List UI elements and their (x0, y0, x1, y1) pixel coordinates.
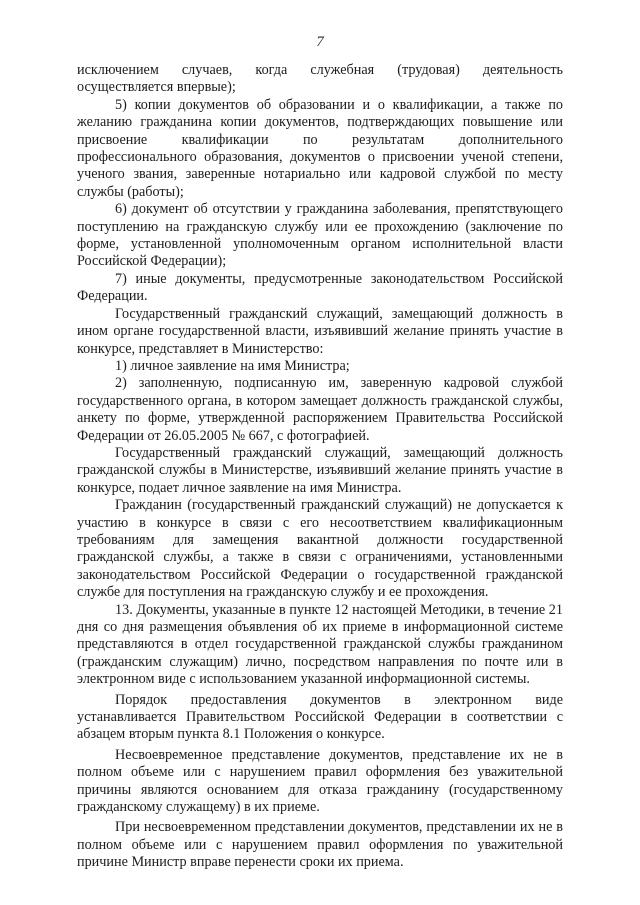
paragraph: 13. Документы, указанные в пункте 12 настоящей Методики, в течение 21 дня со дня размещения объявления об их приеме в информационной системе представляются в отдел государственной гражданской службы гражданином (гражданским служащим) лично, посредством направления по почте или в электронном виде с использованием указанной информационной системы. (77, 601, 563, 688)
paragraph: 1) личное заявление на имя Министра; (115, 357, 350, 374)
paragraph: Несвоевременное представление документов, представление их не в полном объеме или с нарушением правил оформления без уважительной причины являются основанием для отказа гражданину (государственному гражданскому служащему) в их приеме. (77, 746, 563, 816)
paragraph: 2) заполненную, подписанную им, заверенную кадровой службой государственного органа, в котором замещает должность гражданской службы, анкету по форме, утвержденной распоряжением Правительства Российской Федерации от 26.05.2005 № 667, с фотографией. (77, 375, 563, 444)
paragraph: исключением случаев, когда служебная (трудовая) деятельность осуществляется впервые); (77, 62, 563, 96)
paragraph: 5) копии документов об образовании и о квалификации, а также по желанию гражданина копии документов, подтверждающих повышение или присвоение квалификации по результатам дополнительного профессионального образования, документов о присвоении ученой степени, ученого звания, заверенные нотариально или кадровой службой по месту службы (работы); (77, 96, 563, 200)
paragraph: 7) иные документы, предусмотренные законодательством Российской Федерации. (77, 270, 563, 305)
paragraph: Государственный гражданский служащий, замещающий должность в ином органе государственной власти, изъявивший желание принять участие в конкурсе, представляет в Министерство: (77, 305, 563, 357)
paragraph: Гражданин (государственный гражданский служащий) не допускается к участию в конкурсе в связи с его несоответствием квалификационным требованиям для замещения вакантной должности государственной гражданской службы, а также в связи с ограничениями, установленными законодательством Российской Федерации о государственной гражданской службе для поступления на гражданскую службу и ее прохождения. (77, 497, 563, 601)
document-body (77, 62, 563, 872)
paragraph: Государственный гражданский служащий, замещающий должность гражданской службы в Министерстве, изъявивший желание принять участие в конкурсе, подает личное заявление на имя Министра. (77, 444, 563, 496)
paragraph: Порядок предоставления документов в электронном виде устанавливается Правительством Российской Федерации в соответствии с абзацем вторым пункта 8.1 Положения о конкурсе. (77, 691, 563, 743)
paragraph: 6) документ об отсутствии у гражданина заболевания, препятствующего поступлению на гражданскую службу или ее прохождению (заключение по форме, установленной уполномоченным органом исполнительной власти Российской Федерации); (77, 201, 563, 270)
page-number: 7 (316, 34, 324, 50)
paragraph: При несвоевременном представлении документов, представлении их не в полном объеме или с нарушением правил оформления по уважительной причине Министр вправе перенести сроки их приема. (77, 819, 563, 871)
